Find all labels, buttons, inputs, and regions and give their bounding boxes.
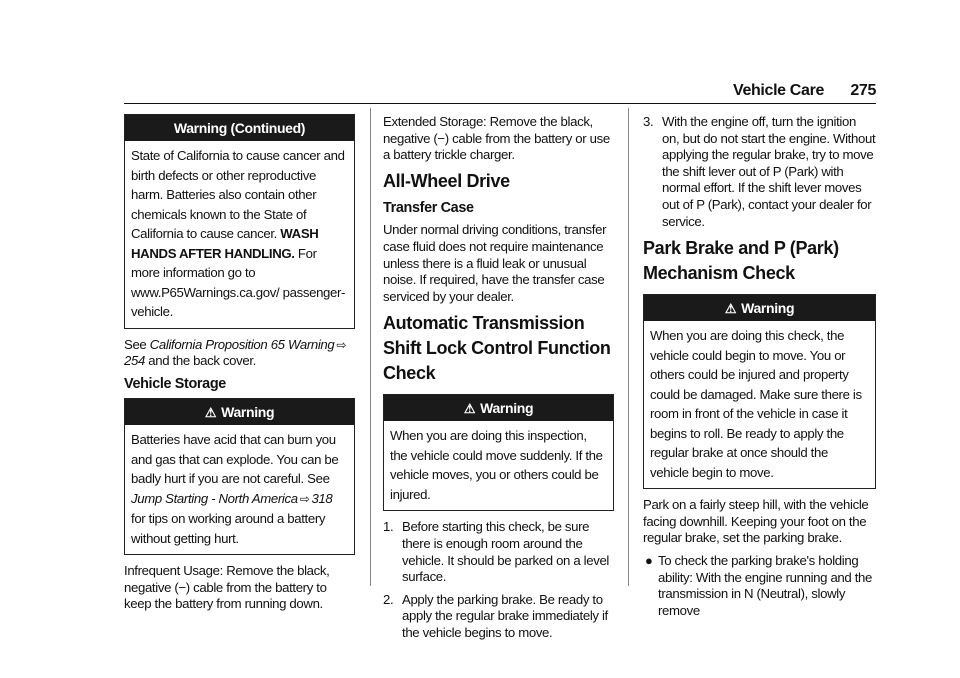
step-number: 1. — [383, 519, 394, 535]
see-reference-paragraph — [124, 337, 355, 370]
warning-box-title — [384, 395, 613, 421]
step-text: With the engine off, turn the ignition on, but do not start the engine. Without applying the regular brake, try to move the shift lever out of P (Park) with normal effort. If the shift lever moves out of P (Park), contact your dealer for service. — [662, 114, 876, 229]
shift-lock-heading: Automatic Transmission Shift Lock Control Function Check — [383, 313, 611, 384]
warning-continued-box — [124, 114, 355, 329]
warning-box — [383, 394, 614, 511]
page-number: 275 — [850, 82, 876, 99]
list-item — [643, 114, 876, 230]
step-text: Apply the parking brake. Be ready to apply the regular brake immediately if the vehicle begins to move. — [402, 591, 608, 640]
column-left — [124, 114, 355, 619]
warning-text: for tips on working around a battery without getting hurt. — [131, 511, 326, 546]
warning-title-text: Warning — [221, 404, 275, 421]
warning-box-body: When you are doing this inspection, the vehicle could move suddenly. If the vehicle moves, you or others could be injured. — [390, 428, 603, 502]
transfer-case-heading: Transfer Case — [383, 199, 474, 216]
warning-triangle-icon: ⚠ — [204, 405, 217, 421]
warning-box — [124, 398, 355, 555]
warning-title-text: Warning — [480, 400, 534, 417]
warning-box-body — [125, 141, 354, 328]
column-divider — [370, 108, 371, 586]
vehicle-storage-heading: Vehicle Storage — [124, 375, 226, 392]
bullet-list — [643, 553, 876, 619]
warning-box-title — [125, 399, 354, 425]
step-number: 2. — [383, 591, 394, 607]
warning-box-title: Warning (Continued) — [125, 115, 354, 141]
page-ref-arrow-icon: ⇨ — [336, 337, 347, 352]
park-paragraph: Park on a fairly steep hill, with the vehicle facing downhill. Keeping your foot on the regular brake, set the parking brake. — [643, 497, 869, 546]
page-ref-arrow-icon: ⇨ — [299, 491, 310, 506]
list-item — [383, 592, 614, 642]
infrequent-usage-paragraph: Infrequent Usage: Remove the black, negative (−) cable from the battery to keep the battery from running down. — [124, 563, 330, 612]
steps-list — [643, 114, 876, 230]
cross-reference-link[interactable]: Jump Starting - North America — [131, 490, 298, 506]
warning-box-title — [644, 295, 875, 321]
bullet-text: To check the parking brake's holding ability: With the engine running and the transmission in N (Neutral), slowly remove — [658, 552, 872, 618]
warning-title-text: Warning — [741, 300, 795, 317]
page-header — [124, 82, 876, 102]
transfer-case-paragraph: Under normal driving conditions, transfer case fluid does not require maintenance unless there is a fluid leak or unusual noise. If required, have the transfer case serviced by your dealer. — [383, 222, 607, 304]
warning-bold-text: WASH HANDS AFTER HANDLING. — [131, 226, 319, 261]
column-divider — [628, 108, 629, 586]
step-number: 3. — [643, 114, 654, 129]
warning-box-body — [125, 425, 354, 554]
warning-text: For more information go to www.P65Warnings.ca.gov/ passenger-vehicle. — [131, 245, 346, 319]
warning-text: Batteries have acid that can burn you and gas that can explode. You can be badly hurt if you are not careful. See — [131, 432, 339, 487]
column-middle — [383, 114, 614, 648]
header-rule — [124, 103, 876, 104]
all-wheel-drive-heading: All-Wheel Drive — [383, 170, 510, 191]
list-item — [383, 519, 614, 585]
cross-reference-page[interactable]: 254 — [124, 353, 145, 369]
steps-list — [383, 519, 614, 641]
extended-storage-paragraph: Extended Storage: Remove the black, negative (−) cable from the battery or use a battery trickle charger. — [383, 114, 610, 163]
warning-triangle-icon: ⚠ — [724, 301, 737, 317]
section-title: Vehicle Care — [733, 82, 824, 99]
cross-reference-page[interactable]: 318 — [311, 490, 333, 506]
column-right — [643, 114, 876, 619]
step-text: Before starting this check, be sure there is enough room around the vehicle. It should be parked on a level surface. — [402, 519, 610, 585]
cross-reference-link[interactable]: California Proposition 65 Warning — [149, 336, 335, 352]
warning-text: State of California to cause cancer and birth defects or other reproductive harm. Batteries also contain other chemicals known to the State of California to cause cancer. — [131, 148, 345, 241]
park-brake-heading: Park Brake and P (Park) Mechanism Check — [643, 238, 839, 284]
see-prefix: See — [124, 336, 150, 352]
list-item — [643, 553, 876, 619]
bullet-dot-icon: ● — [645, 552, 653, 568]
warning-box-body: When you are doing this check, the vehicle could begin to move. You or others could be injured and property could be damaged. Make sure there is room in front of the vehicle in case it begins to roll. Be ready to apply the regular brake at once should the vehicle begin to move. — [650, 328, 862, 480]
warning-box — [643, 294, 876, 489]
see-suffix: and the back cover. — [144, 353, 256, 369]
warning-triangle-icon: ⚠ — [463, 401, 476, 417]
